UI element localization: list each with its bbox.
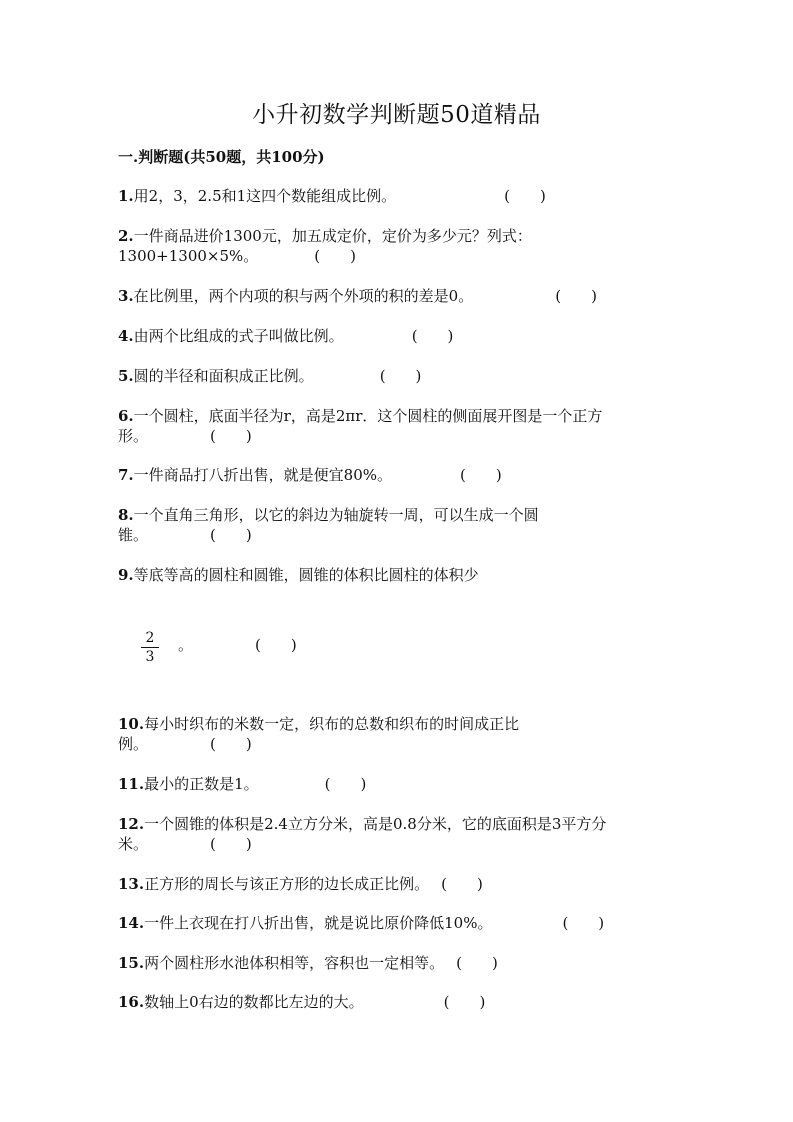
question-number: 12. <box>118 815 145 833</box>
question-number: 6. <box>118 407 134 425</box>
page-title: 小升初数学判断题50道精品 <box>252 102 541 128</box>
question-text-line1: 一个圆锥的体积是2.4立方分米，高是0.8分米，它的底面积是3平方分 <box>144 815 607 833</box>
question-14 <box>118 913 604 933</box>
question-16 <box>118 992 485 1012</box>
question-text: 等底等高的圆柱和圆锥，圆锥的体积比圆柱的体积少 <box>133 566 479 584</box>
question-text-line2: 例。 <box>118 735 149 753</box>
question-3 <box>118 286 597 306</box>
question-12-cont <box>118 834 252 854</box>
question-number: 7. <box>118 466 134 484</box>
answer-blank[interactable]: ( ) <box>456 954 498 972</box>
question-text: 圆的半径和面积成正比例。 <box>133 367 314 385</box>
question-text-tail: 。 <box>178 636 194 654</box>
question-text-line1: 一件商品进价1300元，加五成定价，定价为多少元？列式： <box>133 227 532 245</box>
section-heading: 一.判断题(共50题，共100分) <box>118 148 325 166</box>
question-number: 8. <box>118 506 134 524</box>
question-7 <box>118 465 502 485</box>
answer-blank[interactable]: ( ) <box>504 187 546 205</box>
question-number: 16. <box>118 993 145 1011</box>
answer-blank[interactable]: ( ) <box>411 327 454 345</box>
question-text-line2: 锥。 <box>118 526 149 544</box>
question-9-tail <box>178 634 297 655</box>
question-text: 由两个比组成的式子叫做比例。 <box>133 327 344 345</box>
question-5 <box>118 366 421 386</box>
question-number: 9. <box>118 566 134 584</box>
question-text-line1: 一个圆柱，底面半径为r，高是2πr．这个圆柱的侧面展开图是一个正方 <box>133 407 603 425</box>
answer-blank[interactable]: ( ) <box>210 526 252 544</box>
fraction-numerator: 2 <box>145 630 155 646</box>
question-number: 5. <box>118 367 134 385</box>
question-text: 数轴上0右边的数都比左边的大。 <box>144 993 364 1011</box>
fraction-bar <box>141 647 159 648</box>
question-6-cont <box>118 426 252 446</box>
question-8 <box>118 505 539 525</box>
question-text: 用2，3，2.5和1这四个数能组成比例。 <box>133 187 397 205</box>
question-text: 一件上衣现在打八折出售，就是说比原价降低10%。 <box>144 914 493 932</box>
question-13 <box>118 874 483 894</box>
question-text: 在比例里，两个内项的积与两个外项的积的差是0。 <box>133 287 474 305</box>
answer-blank[interactable]: ( ) <box>314 247 356 265</box>
question-text-line1: 每小时织布的米数一定，织布的总数和织布的时间成正比 <box>144 715 520 733</box>
question-number: 10. <box>118 715 145 733</box>
question-2 <box>118 226 532 246</box>
question-15 <box>118 953 498 973</box>
answer-blank[interactable]: ( ) <box>210 427 252 445</box>
question-12 <box>118 814 606 834</box>
question-text-line2: 形。 <box>118 427 149 445</box>
question-number: 3. <box>118 287 134 305</box>
answer-blank[interactable]: ( ) <box>443 993 486 1011</box>
question-1 <box>118 186 546 206</box>
answer-blank[interactable]: ( ) <box>562 914 605 932</box>
question-10-cont <box>118 734 252 754</box>
question-10 <box>118 714 519 734</box>
question-text: 两个圆柱形水池体积相等，容积也一定相等。 <box>144 954 445 972</box>
fraction-denominator: 3 <box>145 649 155 665</box>
question-number: 13. <box>118 875 145 893</box>
answer-blank[interactable]: ( ) <box>379 367 422 385</box>
answer-blank[interactable]: ( ) <box>555 287 597 305</box>
question-text-line2: 米。 <box>118 835 149 853</box>
question-number: 11. <box>118 775 145 793</box>
question-11 <box>118 774 366 794</box>
question-text: 一件商品打八折出售，就是便宜80%。 <box>133 466 393 484</box>
question-text-line2: 1300+1300×5%。 <box>118 247 259 265</box>
question-text: 最小的正数是1。 <box>144 775 259 793</box>
question-4 <box>118 326 453 346</box>
question-number: 15. <box>118 954 145 972</box>
question-text: 正方形的周长与该正方形的边长成正比例。 <box>144 875 430 893</box>
question-number: 4. <box>118 327 134 345</box>
question-2-cont <box>118 246 356 266</box>
question-text-line1: 一个直角三角形，以它的斜边为轴旋转一周，可以生成一个圆 <box>133 506 539 524</box>
question-8-cont <box>118 525 252 545</box>
answer-blank[interactable]: ( ) <box>460 466 502 484</box>
question-number: 14. <box>118 914 145 932</box>
question-number: 1. <box>118 187 134 205</box>
answer-blank[interactable]: ( ) <box>255 636 297 654</box>
question-6 <box>118 406 602 426</box>
answer-blank[interactable]: ( ) <box>210 835 252 853</box>
answer-blank[interactable]: ( ) <box>441 875 483 893</box>
question-9 <box>118 565 479 585</box>
question-number: 2. <box>118 227 134 245</box>
answer-blank[interactable]: ( ) <box>210 735 252 753</box>
answer-blank[interactable]: ( ) <box>324 775 367 793</box>
fraction-two-thirds <box>140 630 160 665</box>
